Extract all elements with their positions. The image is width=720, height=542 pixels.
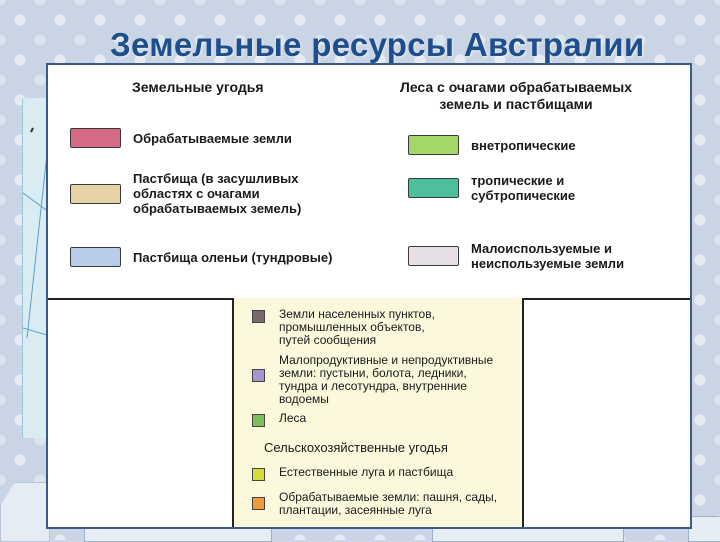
unused-swatch (408, 246, 459, 266)
forests-heading: Леса с очагами обрабатываемых земель и пастбищами (400, 79, 633, 112)
legend-item-meadows (252, 466, 453, 481)
legend-item-reindeer-pastures (70, 247, 332, 267)
legend-panel (46, 63, 692, 529)
slide-title: Земельные ресурсы Австралии (110, 26, 645, 63)
meadows-label: Естественные луга и пастбища (279, 465, 454, 479)
extratropical-label: внетропические (471, 137, 576, 153)
legend-item-forests (252, 412, 306, 427)
meadows-swatch (252, 468, 265, 481)
arable-label: Обрабатываемые земли: пашня, сады, плантации, засеянные луга (279, 490, 498, 517)
pastures-swatch (70, 184, 121, 204)
legend-item-arable (252, 491, 497, 517)
decorative-corner-right (688, 516, 720, 542)
forests-label: Леса (279, 411, 307, 425)
land-types-heading: Земельные угодья (132, 79, 264, 95)
unproductive-swatch (252, 369, 265, 382)
pastures-label: Пастбища (в засушливых областях с очагами обрабатываемых земель) (133, 171, 302, 216)
forests-swatch (252, 414, 265, 427)
agricultural-heading: Сельскохозяйственные угодья (264, 440, 448, 455)
reindeer-pastures-label: Пастбища оленьи (тундровые) (133, 249, 333, 265)
secondary-legend (232, 298, 524, 527)
legend-item-extratropical (408, 135, 576, 155)
legend-item-pastures (70, 171, 301, 216)
settlements-label: Земли населенных пунктов, промышленных объектов, путей сообщения (279, 307, 435, 347)
legend-item-settlements (252, 308, 435, 347)
tropical-swatch (408, 178, 459, 198)
cultivated-label: Обрабатываемые земли (133, 130, 292, 146)
legend-item-cultivated (70, 128, 292, 148)
legend-item-unused (408, 241, 624, 271)
settlements-swatch (252, 310, 265, 323)
reindeer-pastures-swatch (70, 247, 121, 267)
extratropical-swatch (408, 135, 459, 155)
arable-swatch (252, 497, 265, 510)
cultivated-swatch (70, 128, 121, 148)
unproductive-label: Малопродуктивные и непродуктивные земли: пустыни, болота, ледники, тундра и лесотундра, внутренние водоемы (279, 353, 494, 406)
legend-item-tropical (408, 173, 575, 203)
legend-item-unproductive (252, 354, 493, 406)
unused-label: Малоиспользуемые и неиспользуемые земли (471, 241, 625, 271)
tropical-label: тропические и субтропические (471, 173, 576, 203)
